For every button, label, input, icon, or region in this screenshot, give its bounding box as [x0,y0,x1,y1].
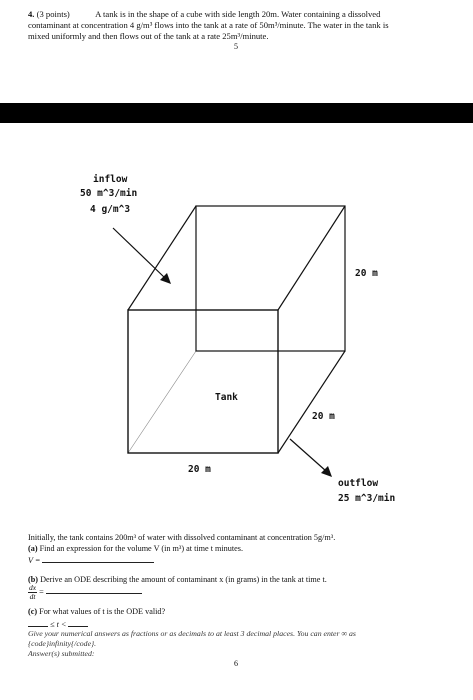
inflow-arrow-line [113,228,165,278]
question-a-label: (a) [28,544,38,553]
answers-submitted-label: Answer(s) submitted: [28,649,95,658]
question-c-label: (c) [28,607,38,616]
answer-c-upper-input[interactable] [68,618,88,627]
initial-condition: Initially, the tank contains 200m³ of water with dissolved contaminant at concentration 5g/m³. [28,533,336,542]
tank-label: Tank [215,392,238,403]
question-c-text: For what values of t is the ODE valid? [39,607,166,616]
page-number-top: 5 [234,42,238,51]
problem-statement [28,9,448,42]
side-label-right-top: 20 m [355,268,378,279]
cube-front-face [128,310,278,453]
inflow-label: inflow [93,174,128,185]
answer-hint-line-2: {code}infinity{/code}. [28,639,97,648]
answer-hint-line-1: Give your numerical answers as fractions or as decimals to at least 3 decimal places. You can enter ∞ as [28,629,356,638]
problem-line-2: contaminant at concentration 4 g/m³ flows into the tank at a rate of 50m³/minute. The water in the tank is [28,20,389,30]
inflow-rate: 50 m^3/min [80,188,138,199]
question-b-label: (b) [28,575,39,584]
answer-b-input[interactable] [46,585,142,594]
tank-figure [0,123,473,523]
inflow-concentration: 4 g/m^3 [90,204,131,215]
cube-diagram [0,123,473,523]
dx-dt-fraction [28,584,37,601]
question-a-text: Find an expression for the volume V (in m³) at time t minutes. [39,544,243,553]
fraction-numerator: dx [29,583,37,592]
side-label-bottom: 20 m [188,464,211,475]
page-separator [0,103,473,123]
question-c [28,607,165,617]
answer-c-lower-input[interactable] [28,618,48,627]
question-b-text: Derive an ODE describing the amount of contaminant x (in grams) in the tank at time t. [40,575,327,584]
cube-edge-top-left [128,206,196,310]
fraction-denominator: dt [29,592,36,601]
answer-b-row [28,584,142,601]
answer-a-row [28,554,154,566]
answer-b-equals: = [39,587,44,597]
page-number-bottom: 6 [234,659,238,668]
answer-a-input[interactable] [42,554,154,563]
cube-back-face [196,206,345,351]
side-label-depth: 20 m [312,411,335,422]
outflow-label: outflow [338,478,379,489]
problem-line-1: A tank is in the shape of a cube with side length 20m. Water containing a dissolved [95,9,381,19]
answer-c-inequality: ≤ t < [50,620,67,629]
problem-points: (3 points) [36,9,70,19]
outflow-arrow-line [290,439,326,471]
cube-edge-bottom-left [128,351,196,453]
answer-hint [28,629,453,659]
page-top [0,0,473,88]
cube-edge-bottom-right [278,351,345,453]
answer-a-prefix: V = [28,556,41,565]
problem-number: 4. [28,9,35,19]
problem-line-3: mixed uniformly and then flows out of the tank at a rate 25m³/minute. [28,31,269,41]
cube-edge-top-right [278,206,345,310]
question-a [28,544,243,554]
outflow-rate: 25 m^3/min [338,493,396,504]
